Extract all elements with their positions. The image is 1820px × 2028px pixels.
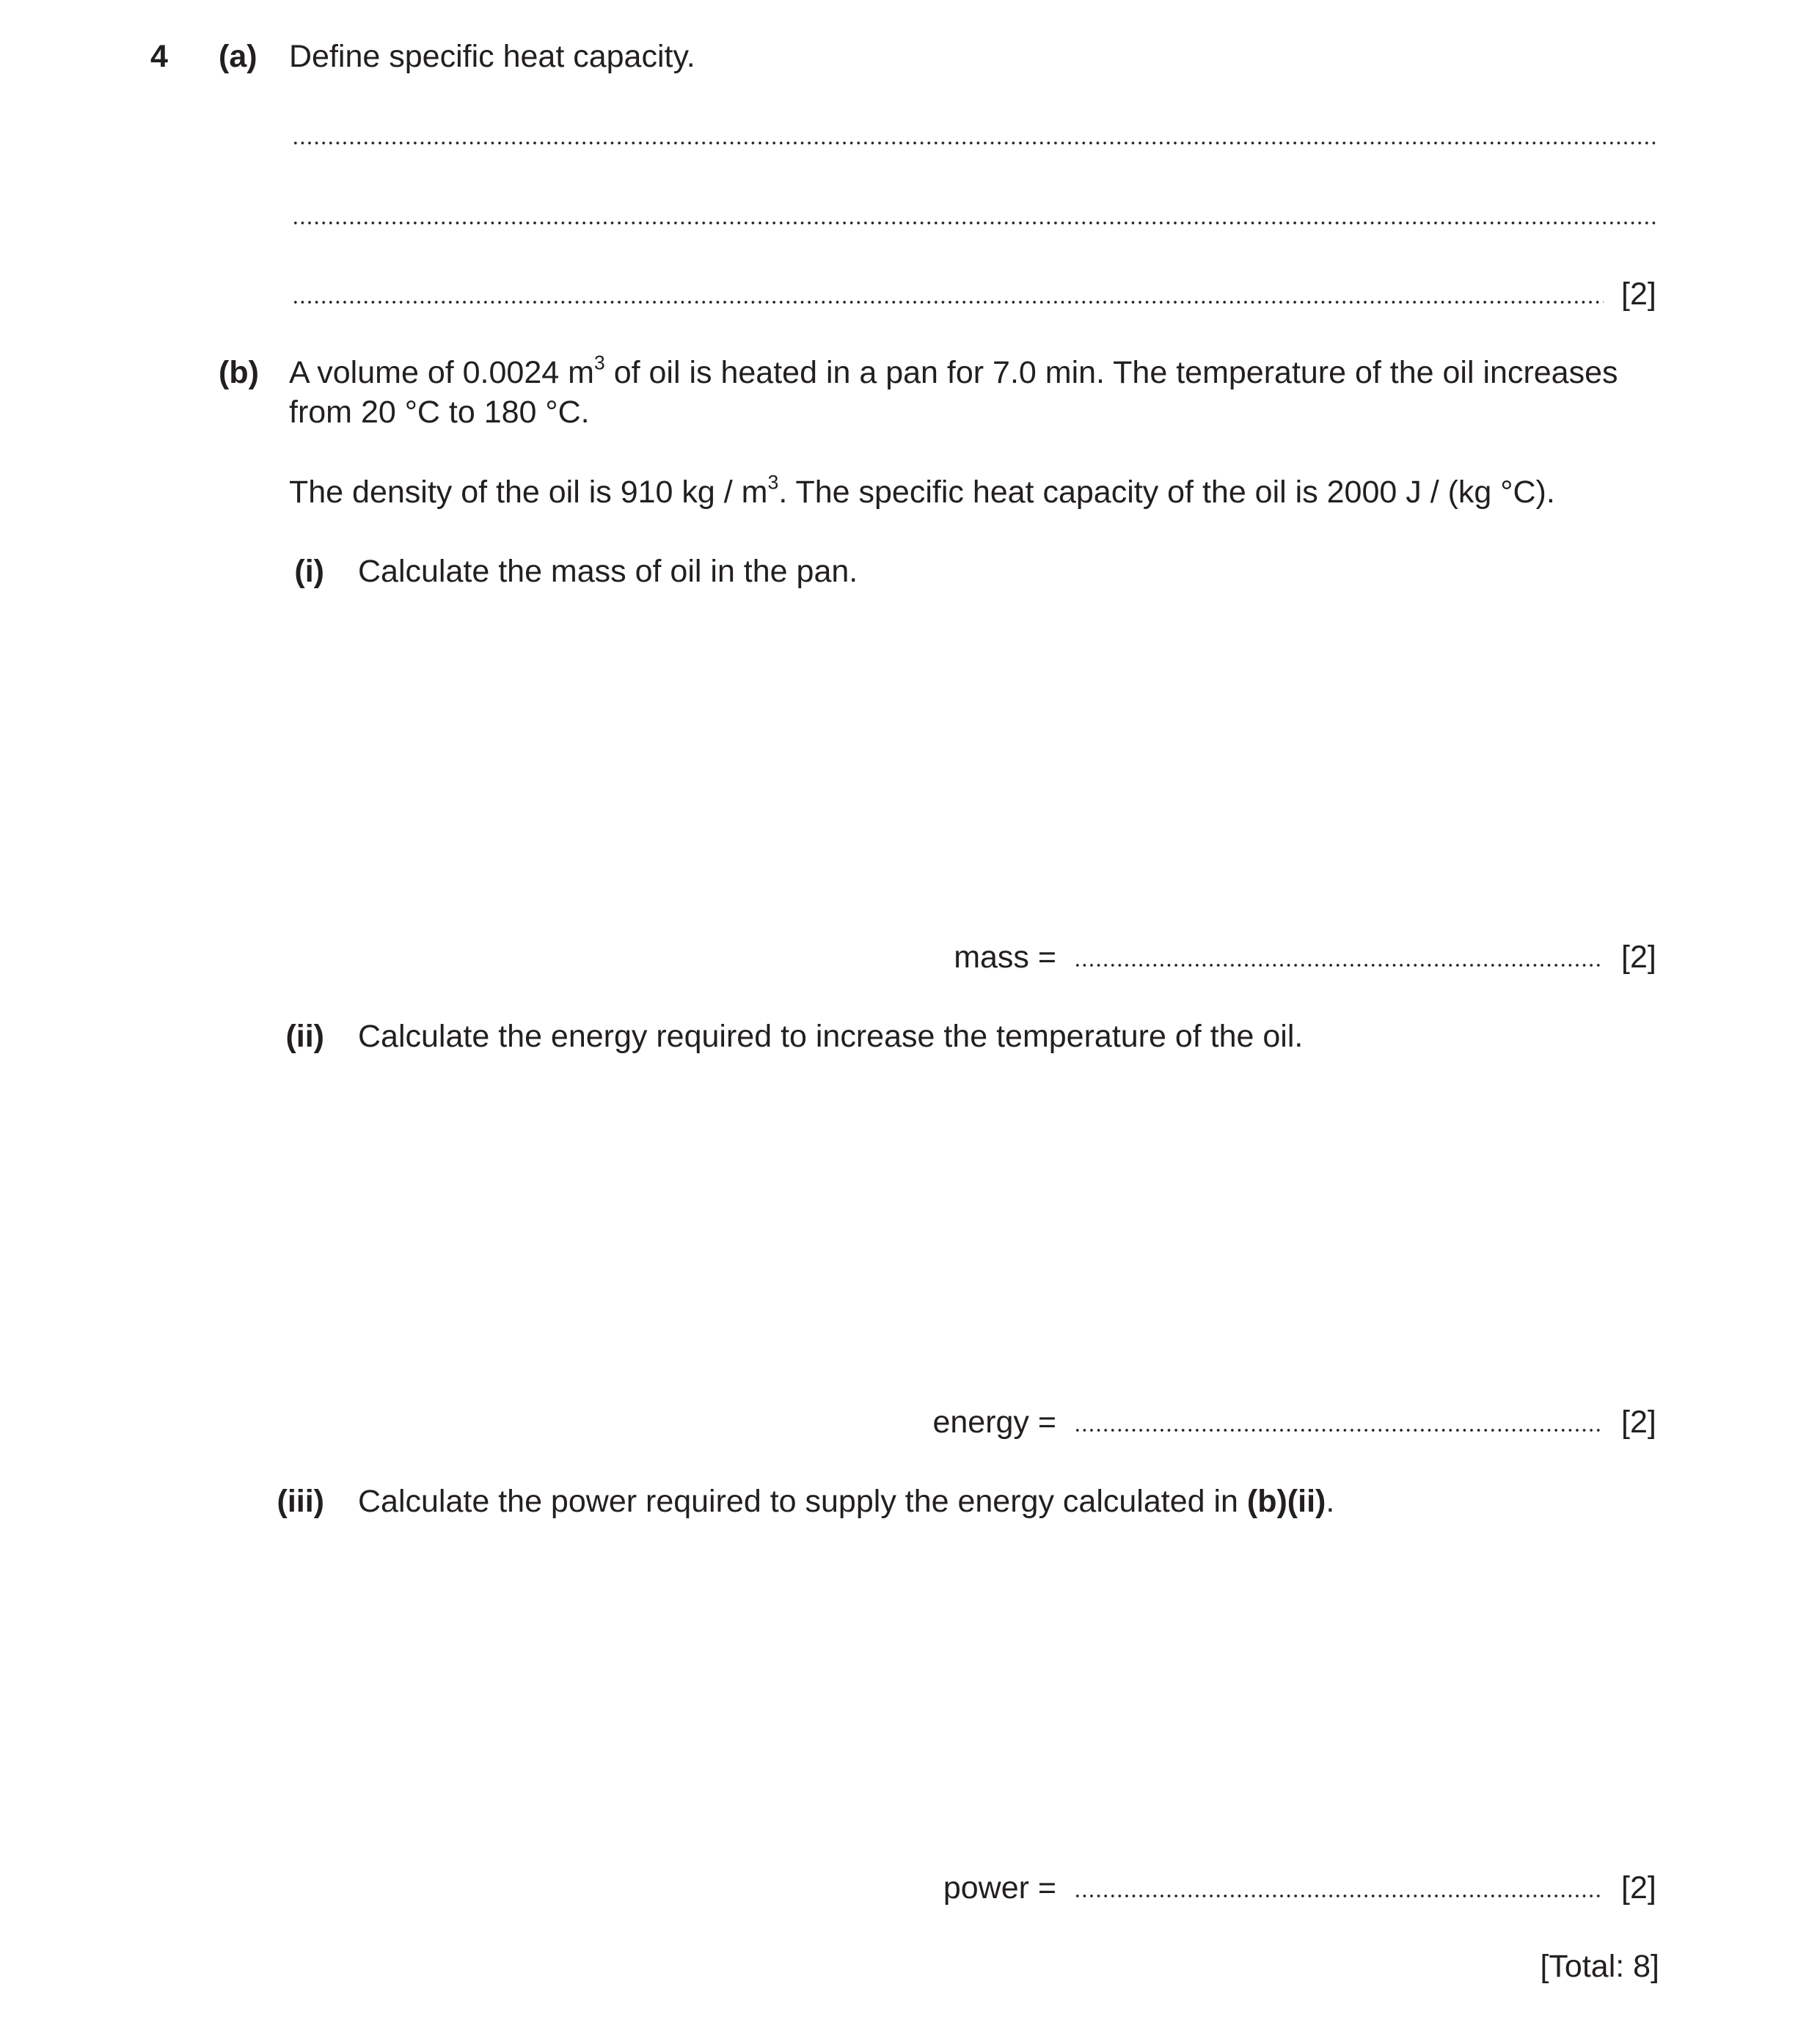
mass-answer-label: mass = <box>954 940 1056 975</box>
part-b-ii-marks: [2] <box>1621 1405 1656 1440</box>
answer-line-a-1[interactable] <box>292 142 1659 144</box>
part-b-stem-line-1 <box>289 351 1618 390</box>
power-answer-label: power = <box>943 1870 1056 1906</box>
answer-line-a-3[interactable] <box>292 301 1604 304</box>
part-b-i-marks: [2] <box>1621 940 1656 975</box>
energy-answer-label: energy = <box>932 1405 1056 1440</box>
density-statement <box>289 471 1555 510</box>
part-b-iii-label: (iii) <box>277 1484 324 1519</box>
question-number: 4 <box>150 39 168 74</box>
part-a-label: (a) <box>219 39 257 74</box>
part-b-iii-marks: [2] <box>1621 1870 1656 1906</box>
part-b-i-label: (i) <box>294 554 324 589</box>
part-b-iii-question <box>358 1486 1334 1518</box>
part-b-ii-question: Calculate the energy required to increase the temperature of the oil. <box>358 1019 1304 1054</box>
part-b-i-question: Calculate the mass of oil in the pan. <box>358 554 858 589</box>
power-answer-line[interactable] <box>1074 1895 1604 1897</box>
density-text-1: The density of the oil is 910 kg / m <box>289 475 768 510</box>
part-a-question: Define specific heat capacity. <box>289 39 695 74</box>
part-b-stem-line-2: from 20 °C to 180 °C. <box>289 395 590 430</box>
part-b-iii-text-1: Calculate the power required to supply the energy calculated in <box>358 1484 1247 1519</box>
part-b-label: (b) <box>219 355 259 390</box>
part-b-ii-label: (ii) <box>285 1019 324 1054</box>
part-b-iii-reference: (b)(ii) <box>1246 1484 1326 1519</box>
answer-line-a-2[interactable] <box>292 222 1659 224</box>
energy-answer-line[interactable] <box>1074 1429 1604 1432</box>
density-text-2: . The specific heat capacity of the oil is 2000 J / (kg °C). <box>778 475 1555 510</box>
cubic-exponent: 3 <box>593 351 605 374</box>
part-b-stem-text-1: A volume of 0.0024 m <box>289 355 594 390</box>
part-b-iii-text-2: . <box>1326 1484 1335 1519</box>
total-marks: [Total: 8] <box>1540 1949 1659 1984</box>
density-exponent: 3 <box>767 471 779 494</box>
mass-answer-line[interactable] <box>1074 964 1604 967</box>
part-a-marks: [2] <box>1621 277 1656 312</box>
part-b-stem-text-2: of oil is heated in a pan for 7.0 min. The temperature of the oil increases <box>604 355 1618 390</box>
